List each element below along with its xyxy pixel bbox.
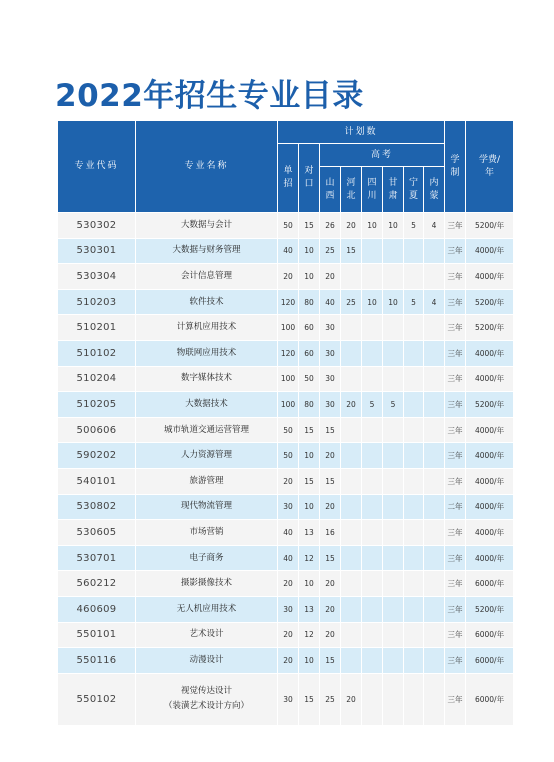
xuezhi: 三年 <box>445 443 466 469</box>
province-count <box>362 264 383 290</box>
major-name <box>136 417 278 443</box>
tuition-fee: 6000/年 <box>466 622 514 648</box>
tuition-fee: 5200/年 <box>466 596 514 622</box>
major-code: 530802 <box>58 494 136 520</box>
province-count <box>424 622 445 648</box>
province-count <box>424 673 445 725</box>
major-name <box>136 366 278 392</box>
table-row <box>58 443 514 469</box>
major-name-line: 视觉传达设计 <box>180 686 232 697</box>
major-name <box>136 340 278 366</box>
province-count <box>341 366 362 392</box>
single-count: 40 <box>278 238 299 264</box>
province-count: 20 <box>320 494 341 520</box>
province-count <box>383 264 404 290</box>
major-code: 530701 <box>58 545 136 571</box>
header-code: 专业代码 <box>58 121 136 213</box>
province-count: 15 <box>320 648 341 674</box>
province-count <box>424 392 445 418</box>
province-count <box>362 315 383 341</box>
province-count <box>404 366 424 392</box>
single-count: 50 <box>278 213 299 239</box>
province-count: 30 <box>320 340 341 366</box>
major-name <box>136 596 278 622</box>
tuition-fee: 4000/年 <box>466 340 514 366</box>
province-count <box>341 264 362 290</box>
province-count <box>383 571 404 597</box>
table-row <box>58 571 514 597</box>
duikou-count: 15 <box>299 673 320 725</box>
xuezhi: 三年 <box>445 392 466 418</box>
province-count <box>341 468 362 494</box>
major-name-line: 物联网应用技术 <box>176 347 237 358</box>
xuezhi: 三年 <box>445 648 466 674</box>
province-count <box>424 417 445 443</box>
province-count <box>404 622 424 648</box>
header-fee: 学费/年 <box>466 121 514 213</box>
duikou-count: 12 <box>299 622 320 648</box>
major-code: 500606 <box>58 417 136 443</box>
tuition-fee: 5200/年 <box>466 213 514 239</box>
province-count <box>383 494 404 520</box>
province-count <box>404 673 424 725</box>
province-count <box>383 443 404 469</box>
single-count: 30 <box>278 494 299 520</box>
province-count <box>362 648 383 674</box>
province-count: 25 <box>341 289 362 315</box>
province-count: 20 <box>341 392 362 418</box>
province-count <box>383 315 404 341</box>
province-count: 30 <box>320 392 341 418</box>
header-province: 内蒙 <box>424 167 445 213</box>
major-catalog-table <box>57 120 514 726</box>
single-count: 100 <box>278 315 299 341</box>
major-name-line: 现代物流管理 <box>180 501 232 512</box>
duikou-count: 15 <box>299 468 320 494</box>
duikou-count: 10 <box>299 648 320 674</box>
province-count: 10 <box>362 289 383 315</box>
xuezhi: 三年 <box>445 673 466 725</box>
province-count <box>424 520 445 546</box>
duikou-count: 15 <box>299 213 320 239</box>
tuition-fee: 5200/年 <box>466 315 514 341</box>
major-code: 510102 <box>58 340 136 366</box>
header-duikou: 对口 <box>299 144 320 213</box>
major-name-line: 艺术设计 <box>189 629 224 640</box>
province-count <box>341 340 362 366</box>
major-code: 540101 <box>58 468 136 494</box>
duikou-count: 10 <box>299 494 320 520</box>
major-name <box>136 648 278 674</box>
province-count <box>383 648 404 674</box>
major-code: 510201 <box>58 315 136 341</box>
table-row <box>58 238 514 264</box>
major-name <box>136 238 278 264</box>
province-count <box>404 545 424 571</box>
table-row <box>58 213 514 239</box>
xuezhi: 三年 <box>445 289 466 315</box>
table-row <box>58 340 514 366</box>
table-row <box>58 315 514 341</box>
province-count <box>383 622 404 648</box>
major-code: 530302 <box>58 213 136 239</box>
duikou-count: 50 <box>299 366 320 392</box>
tuition-fee: 6000/年 <box>466 673 514 725</box>
tuition-fee: 5200/年 <box>466 289 514 315</box>
tuition-fee: 4000/年 <box>466 443 514 469</box>
province-count: 20 <box>341 673 362 725</box>
major-name <box>136 571 278 597</box>
tuition-fee: 4000/年 <box>466 494 514 520</box>
major-name <box>136 520 278 546</box>
province-count <box>362 545 383 571</box>
xuezhi: 三年 <box>445 596 466 622</box>
province-count <box>404 264 424 290</box>
province-count <box>383 238 404 264</box>
major-name <box>136 468 278 494</box>
header-province: 宁夏 <box>404 167 424 213</box>
header-single: 单招 <box>278 144 299 213</box>
province-count <box>404 520 424 546</box>
major-code: 510203 <box>58 289 136 315</box>
province-count: 20 <box>320 443 341 469</box>
table-row <box>58 289 514 315</box>
province-count <box>341 648 362 674</box>
duikou-count: 12 <box>299 545 320 571</box>
xuezhi: 二年 <box>445 494 466 520</box>
table-row <box>58 264 514 290</box>
province-count <box>404 315 424 341</box>
major-name-line: 会计信息管理 <box>180 270 232 281</box>
major-name-line: 大数据技术 <box>185 398 228 409</box>
province-count: 5 <box>404 289 424 315</box>
major-name-line: 数字媒体技术 <box>180 373 232 384</box>
major-code: 530301 <box>58 238 136 264</box>
major-name-line: 旅游管理 <box>189 475 224 486</box>
table-row <box>58 520 514 546</box>
tuition-fee: 4000/年 <box>466 468 514 494</box>
province-count <box>341 443 362 469</box>
duikou-count: 60 <box>299 340 320 366</box>
province-count: 15 <box>320 468 341 494</box>
single-count: 40 <box>278 545 299 571</box>
table-row <box>58 596 514 622</box>
table-row <box>58 417 514 443</box>
single-count: 20 <box>278 264 299 290</box>
duikou-count: 80 <box>299 289 320 315</box>
province-count: 26 <box>320 213 341 239</box>
province-count <box>424 340 445 366</box>
province-count <box>383 520 404 546</box>
xuezhi: 三年 <box>445 622 466 648</box>
province-count <box>424 571 445 597</box>
single-count: 20 <box>278 468 299 494</box>
table-row <box>58 494 514 520</box>
province-count <box>362 443 383 469</box>
tuition-fee: 5200/年 <box>466 392 514 418</box>
major-name-line: 摄影摄像技术 <box>180 578 232 589</box>
single-count: 40 <box>278 520 299 546</box>
duikou-count: 80 <box>299 392 320 418</box>
province-count <box>404 596 424 622</box>
major-name-line: 无人机应用技术 <box>176 603 237 614</box>
major-name-line: 市场营销 <box>189 526 224 537</box>
province-count: 25 <box>320 238 341 264</box>
province-count: 16 <box>320 520 341 546</box>
province-count <box>404 468 424 494</box>
tuition-fee: 6000/年 <box>466 571 514 597</box>
xuezhi: 三年 <box>445 417 466 443</box>
province-count <box>424 648 445 674</box>
table-row <box>58 673 514 725</box>
major-name <box>136 443 278 469</box>
major-name <box>136 213 278 239</box>
province-count <box>383 366 404 392</box>
single-count: 100 <box>278 366 299 392</box>
province-count <box>383 673 404 725</box>
province-count <box>424 494 445 520</box>
xuezhi: 三年 <box>445 315 466 341</box>
province-count <box>362 494 383 520</box>
xuezhi: 三年 <box>445 545 466 571</box>
major-name-line: 大数据与财务管理 <box>172 245 241 256</box>
province-count: 40 <box>320 289 341 315</box>
major-code: 530605 <box>58 520 136 546</box>
duikou-count: 13 <box>299 596 320 622</box>
duikou-count: 10 <box>299 238 320 264</box>
province-count: 25 <box>320 673 341 725</box>
major-name <box>136 264 278 290</box>
table-row <box>58 648 514 674</box>
province-count: 15 <box>320 417 341 443</box>
province-count <box>362 417 383 443</box>
province-count: 10 <box>362 213 383 239</box>
major-name <box>136 545 278 571</box>
major-code: 560212 <box>58 571 136 597</box>
major-code: 590202 <box>58 443 136 469</box>
province-count <box>383 468 404 494</box>
province-count <box>424 596 445 622</box>
province-count <box>341 417 362 443</box>
province-count: 30 <box>320 315 341 341</box>
province-count: 20 <box>320 264 341 290</box>
duikou-count: 60 <box>299 315 320 341</box>
header-province: 山西 <box>320 167 341 213</box>
tuition-fee: 4000/年 <box>466 545 514 571</box>
province-count: 30 <box>320 366 341 392</box>
major-name <box>136 392 278 418</box>
province-count <box>424 264 445 290</box>
major-code: 550116 <box>58 648 136 674</box>
province-count <box>362 238 383 264</box>
province-count <box>383 340 404 366</box>
tuition-fee: 4000/年 <box>466 264 514 290</box>
major-code: 460609 <box>58 596 136 622</box>
single-count: 120 <box>278 289 299 315</box>
xuezhi: 三年 <box>445 520 466 546</box>
single-count: 20 <box>278 648 299 674</box>
province-count: 20 <box>320 622 341 648</box>
xuezhi: 三年 <box>445 238 466 264</box>
province-count: 10 <box>383 213 404 239</box>
header-province: 甘肃 <box>383 167 404 213</box>
major-name-line: 人力资源管理 <box>180 450 232 461</box>
single-count: 120 <box>278 340 299 366</box>
table-row <box>58 392 514 418</box>
province-count <box>362 468 383 494</box>
province-count <box>362 366 383 392</box>
province-count <box>404 238 424 264</box>
province-count <box>362 340 383 366</box>
table-row <box>58 545 514 571</box>
header-xuezhi: 学制 <box>445 121 466 213</box>
xuezhi: 三年 <box>445 264 466 290</box>
province-count <box>383 545 404 571</box>
major-name <box>136 315 278 341</box>
province-count <box>341 315 362 341</box>
table-row <box>58 366 514 392</box>
province-count <box>404 571 424 597</box>
province-count <box>383 417 404 443</box>
province-count <box>404 392 424 418</box>
major-name-line: 大数据与会计 <box>180 219 232 230</box>
province-count <box>404 443 424 469</box>
single-count: 20 <box>278 571 299 597</box>
province-count: 5 <box>383 392 404 418</box>
single-count: 30 <box>278 673 299 725</box>
header-gaokao: 高考 <box>320 144 445 167</box>
major-name-line: 城市轨道交通运营管理 <box>163 424 249 435</box>
province-count <box>362 622 383 648</box>
province-count <box>341 622 362 648</box>
table-row <box>58 468 514 494</box>
province-count <box>424 238 445 264</box>
single-count: 50 <box>278 417 299 443</box>
duikou-count: 10 <box>299 443 320 469</box>
major-code: 510205 <box>58 392 136 418</box>
province-count <box>424 468 445 494</box>
tuition-fee: 4000/年 <box>466 417 514 443</box>
xuezhi: 三年 <box>445 366 466 392</box>
major-name <box>136 494 278 520</box>
major-code: 510204 <box>58 366 136 392</box>
province-count: 15 <box>320 545 341 571</box>
province-count: 5 <box>404 213 424 239</box>
tuition-fee: 4000/年 <box>466 238 514 264</box>
major-name <box>136 622 278 648</box>
single-count: 50 <box>278 443 299 469</box>
tuition-fee: 4000/年 <box>466 366 514 392</box>
xuezhi: 三年 <box>445 213 466 239</box>
duikou-count: 10 <box>299 571 320 597</box>
xuezhi: 三年 <box>445 571 466 597</box>
province-count <box>424 545 445 571</box>
province-count <box>341 571 362 597</box>
header-name: 专业名称 <box>136 121 278 213</box>
province-count <box>341 596 362 622</box>
province-count <box>341 545 362 571</box>
province-count: 20 <box>341 213 362 239</box>
duikou-count: 10 <box>299 264 320 290</box>
province-count: 4 <box>424 289 445 315</box>
duikou-count: 15 <box>299 417 320 443</box>
province-count: 4 <box>424 213 445 239</box>
major-name-line: 软件技术 <box>189 296 224 307</box>
province-count: 20 <box>320 596 341 622</box>
major-code: 550102 <box>58 673 136 725</box>
page-title: 2022年招生专业目录 <box>55 78 364 114</box>
province-count <box>383 596 404 622</box>
xuezhi: 三年 <box>445 340 466 366</box>
province-count <box>424 366 445 392</box>
table-row <box>58 622 514 648</box>
header-province: 河北 <box>341 167 362 213</box>
header-plan: 计划数 <box>278 121 445 144</box>
single-count: 20 <box>278 622 299 648</box>
province-count <box>424 315 445 341</box>
province-count: 5 <box>362 392 383 418</box>
province-count <box>404 340 424 366</box>
province-count <box>362 571 383 597</box>
single-count: 100 <box>278 392 299 418</box>
major-code: 530304 <box>58 264 136 290</box>
single-count: 30 <box>278 596 299 622</box>
major-name-line: 计算机应用技术 <box>176 322 237 333</box>
major-name <box>136 289 278 315</box>
province-count <box>341 520 362 546</box>
province-count: 15 <box>341 238 362 264</box>
province-count: 20 <box>320 571 341 597</box>
major-code: 550101 <box>58 622 136 648</box>
major-name-line: 电子商务 <box>189 552 224 563</box>
tuition-fee: 4000/年 <box>466 520 514 546</box>
province-count <box>404 417 424 443</box>
tuition-fee: 6000/年 <box>466 648 514 674</box>
major-name-subline: （装潢艺术设计方向） <box>163 701 249 712</box>
province-count <box>424 443 445 469</box>
duikou-count: 13 <box>299 520 320 546</box>
province-count <box>404 494 424 520</box>
province-count: 10 <box>383 289 404 315</box>
province-count <box>341 494 362 520</box>
header-province: 四川 <box>362 167 383 213</box>
province-count <box>362 596 383 622</box>
province-count <box>362 673 383 725</box>
xuezhi: 三年 <box>445 468 466 494</box>
province-count <box>404 648 424 674</box>
province-count <box>362 520 383 546</box>
major-name-line: 动漫设计 <box>189 654 224 665</box>
major-name <box>136 673 278 725</box>
